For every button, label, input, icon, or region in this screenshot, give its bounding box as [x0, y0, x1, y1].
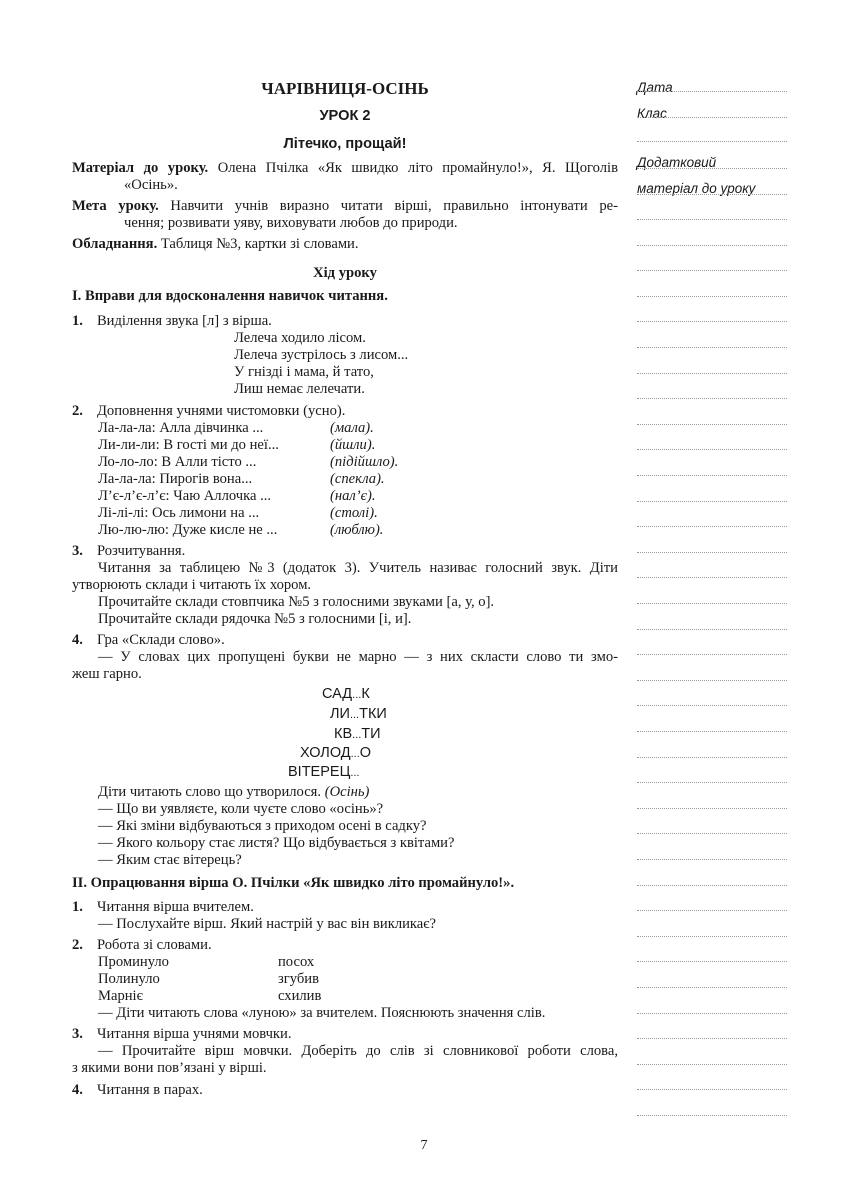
task-1 [72, 313, 272, 330]
dotted-writing-line [637, 885, 787, 886]
dotted-writing-line [637, 1038, 787, 1039]
poem-line: У гнізді і мама, й тато, [234, 364, 374, 380]
missing-letter: ... [352, 729, 362, 741]
dotted-writing-line [637, 117, 787, 118]
dotted-writing-line [637, 680, 787, 681]
dotted-writing-line [637, 936, 787, 937]
tongue-twister-line: Ла-ла-ла: Алла дівчинка ... [98, 420, 264, 436]
task-text: Читання вірша вчителем. [96, 899, 254, 915]
task-number: 2. [72, 937, 83, 953]
dotted-writing-line [637, 782, 787, 783]
s2-task-2 [72, 937, 212, 954]
dotted-writing-line [637, 449, 787, 450]
page-number: 7 [420, 1138, 428, 1153]
dotted-writing-line [637, 654, 787, 655]
section-1-heading: I. Вправи для вдосконалення навичок читання. [72, 288, 388, 304]
word-part: ХОЛОД [300, 745, 351, 761]
dotted-writing-line [637, 961, 787, 962]
task-number: 2. [72, 403, 83, 419]
lesson-number: УРОК 2 [319, 108, 371, 124]
question: — Які зміни відбуваються з приходом осені в садку? [98, 818, 427, 834]
date-label: Дата [637, 80, 673, 95]
task-3-paragraph-end: утворюють склади і читають їх хором. [72, 577, 312, 593]
dotted-writing-line [637, 987, 787, 988]
task-3-instruction: Прочитайте склади стовпчика №5 з голосними звуками [а, у, о]. [98, 594, 495, 610]
puzzle-word [322, 686, 370, 702]
task-text: Робота зі словами. [96, 937, 212, 953]
s2-task-3-paragraph: — Прочитайте вірш мовчки. Доберіть до слів зі словникової роботи слова, [98, 1043, 618, 1059]
tongue-twister-line: Ло-ло-ло: В Алли тісто ... [98, 454, 257, 470]
tongue-twister-answer: (люблю). [330, 522, 384, 538]
word-part: ВІТЕРЕЦ [288, 764, 351, 780]
dotted-writing-line [637, 577, 787, 578]
word-part: ЛИ [330, 706, 350, 722]
dotted-writing-line [637, 859, 787, 860]
dotted-writing-line [637, 245, 787, 246]
s2-task-3-paragraph-end: з якими вони пов’язані у вірші. [72, 1060, 267, 1076]
poem-line: Лелеча ходило лісом. [234, 330, 366, 346]
equipment-label: Обладнання. [72, 236, 158, 252]
dotted-writing-line [637, 321, 787, 322]
dotted-writing-line [637, 705, 787, 706]
dotted-writing-line [637, 347, 787, 348]
task-number: 4. [72, 1082, 83, 1098]
dotted-writing-line [637, 219, 787, 220]
vocab-word: схилив [278, 988, 322, 1004]
tongue-twister-line: Ли-ли-ли: В гості ми до неї... [98, 437, 279, 453]
material-line-2: «Осінь». [124, 177, 178, 193]
task-4-paragraph: — У словах цих пропущені букви не марно — з них скласти слово ти змо- [98, 649, 618, 665]
course-heading: Хід уроку [313, 265, 377, 281]
missing-letter: ... [352, 689, 362, 701]
word-part: ТКИ [359, 706, 387, 722]
dotted-writing-line [637, 296, 787, 297]
s2-task-1 [72, 899, 254, 916]
word-part: К [361, 686, 370, 702]
task-3-instruction: Прочитайте склади рядочка №5 з голосними [і, и]. [98, 611, 412, 627]
task-3 [72, 543, 185, 560]
tongue-twister-line: Ла-ла-ла: Пирогів вона... [98, 471, 253, 487]
poem-line: Лиш немає лелечати. [234, 381, 365, 397]
dotted-writing-line [637, 168, 787, 169]
dotted-writing-line [637, 475, 787, 476]
vocab-word: Проминуло [98, 954, 169, 970]
task-4-paragraph-end: жеш гарно. [72, 666, 142, 682]
material-text: Олена Пчілка «Як швидко літо промайнуло!», Я. Щоголів [217, 160, 618, 176]
section-2-heading: II. Опрацювання вірша О. Пчілки «Як швидко літо промайнуло!». [72, 875, 515, 891]
word-part: О [359, 745, 372, 761]
words-result [98, 784, 369, 801]
vocab-word: згубив [278, 971, 319, 987]
task-text: Доповнення учнями чистомовки (усно). [96, 403, 346, 419]
tongue-twister-line: Л’є-л’є-л’є: Чаю Аллочка ... [98, 488, 272, 504]
material-label: Матеріал до уроку. [72, 160, 209, 176]
puzzle-word [300, 745, 371, 761]
page-title: ЧАРІВНИЦЯ-ОСІНЬ [261, 79, 429, 98]
tongue-twister-answer: (мала). [330, 420, 374, 436]
s2-task-4 [72, 1082, 203, 1099]
dotted-writing-line [637, 398, 787, 399]
task-text: Читання в парах. [96, 1082, 203, 1098]
goal-text: Навчити учнів виразно читати вірші, правильно інтонувати ре- [170, 198, 619, 214]
s2-task-1-question: — Послухайте вірш. Який настрій у вас він викликає? [98, 916, 437, 932]
tongue-twister-answer: (нал’є). [330, 488, 376, 504]
dotted-writing-line [637, 629, 787, 630]
dotted-writing-line [637, 270, 787, 271]
vocab-word: Полинуло [98, 971, 160, 987]
goal-line-2: чення; розвивати уяву, виховувати любов до природи. [124, 215, 458, 231]
task-number: 1. [72, 899, 83, 915]
task-text: Гра «Склади слово». [96, 632, 225, 648]
dotted-writing-line [637, 501, 787, 502]
puzzle-word [288, 764, 359, 780]
result-text: Діти читають слово що утворилося. [98, 784, 322, 800]
word-part: САД [322, 686, 353, 702]
extra-material-label-2: матеріал до уроку [637, 181, 756, 196]
dotted-writing-line [637, 91, 787, 92]
task-text: Розчитування. [96, 543, 186, 559]
task-2 [72, 403, 345, 420]
dotted-writing-line [637, 424, 787, 425]
dotted-writing-line [637, 808, 787, 809]
result-answer: (Осінь) [324, 784, 370, 800]
extra-material-label: Додатковий [637, 155, 717, 170]
task-text: Виділення звука [л] з вірша. [96, 313, 272, 329]
puzzle-word [330, 706, 387, 722]
dotted-writing-line [637, 910, 787, 911]
lesson-subtitle: Літечко, прощай! [283, 136, 407, 152]
dotted-writing-line [637, 1064, 787, 1065]
dotted-writing-line [637, 373, 787, 374]
vocab-word: посох [278, 954, 315, 970]
goal-label: Мета уроку. [72, 198, 159, 214]
equipment-text: Таблиця №3, картки зі словами. [160, 236, 359, 252]
task-number: 1. [72, 313, 83, 329]
s2-task-3 [72, 1026, 291, 1043]
vocab-word: Марніє [98, 988, 143, 1004]
equipment-line [72, 236, 359, 253]
dotted-writing-line [637, 141, 787, 142]
missing-letter: ... [349, 709, 360, 721]
s2-task-2-note: — Діти читають слова «луною» за вчителем. Пояснюють значення слів. [98, 1005, 546, 1021]
tongue-twister-answer: (підійшло). [330, 454, 399, 470]
dotted-writing-line [637, 1013, 787, 1014]
tongue-twister-answer: (столі). [330, 505, 378, 521]
word-part: КВ [334, 726, 353, 742]
tongue-twister-answer: (йшли). [330, 437, 376, 453]
missing-letter: ... [350, 748, 360, 760]
task-text: Читання вірша учнями мовчки. [96, 1026, 292, 1042]
dotted-writing-line [637, 1089, 787, 1090]
tongue-twister-answer: (спекла). [330, 471, 385, 487]
dotted-writing-line [637, 526, 787, 527]
dotted-writing-line [637, 194, 787, 195]
task-4 [72, 632, 225, 649]
task-number: 3. [72, 543, 83, 559]
dotted-writing-line [637, 552, 787, 553]
question: — Яким стає вітерець? [98, 852, 242, 868]
missing-letter: ... [350, 767, 360, 779]
tongue-twister-line: Лю-лю-лю: Дуже кисле не ... [98, 522, 278, 538]
dotted-writing-line [637, 603, 787, 604]
goal-line [72, 198, 618, 215]
question: — Що ви уявляєте, коли чуєте слово «осінь»? [98, 801, 384, 817]
tongue-twister-line: Лі-лі-лі: Ось лимони на ... [98, 505, 260, 521]
question: — Якого кольору стає листя? Що відбувається з квітами? [98, 835, 455, 851]
dotted-writing-line [637, 833, 787, 834]
task-number: 3. [72, 1026, 83, 1042]
task-number: 4. [72, 632, 83, 648]
puzzle-word [334, 726, 381, 742]
dotted-writing-line [637, 731, 787, 732]
poem-line: Лелеча зустрілось з лисом... [234, 347, 409, 363]
material-line [72, 160, 618, 177]
word-part: ТИ [361, 726, 381, 742]
dotted-writing-line [637, 1115, 787, 1116]
task-3-paragraph: Читання за таблицею №3 (додаток 3). Учитель називає голосний звук. Діти [98, 560, 618, 576]
class-label: Клас [637, 106, 667, 121]
dotted-writing-line [637, 757, 787, 758]
